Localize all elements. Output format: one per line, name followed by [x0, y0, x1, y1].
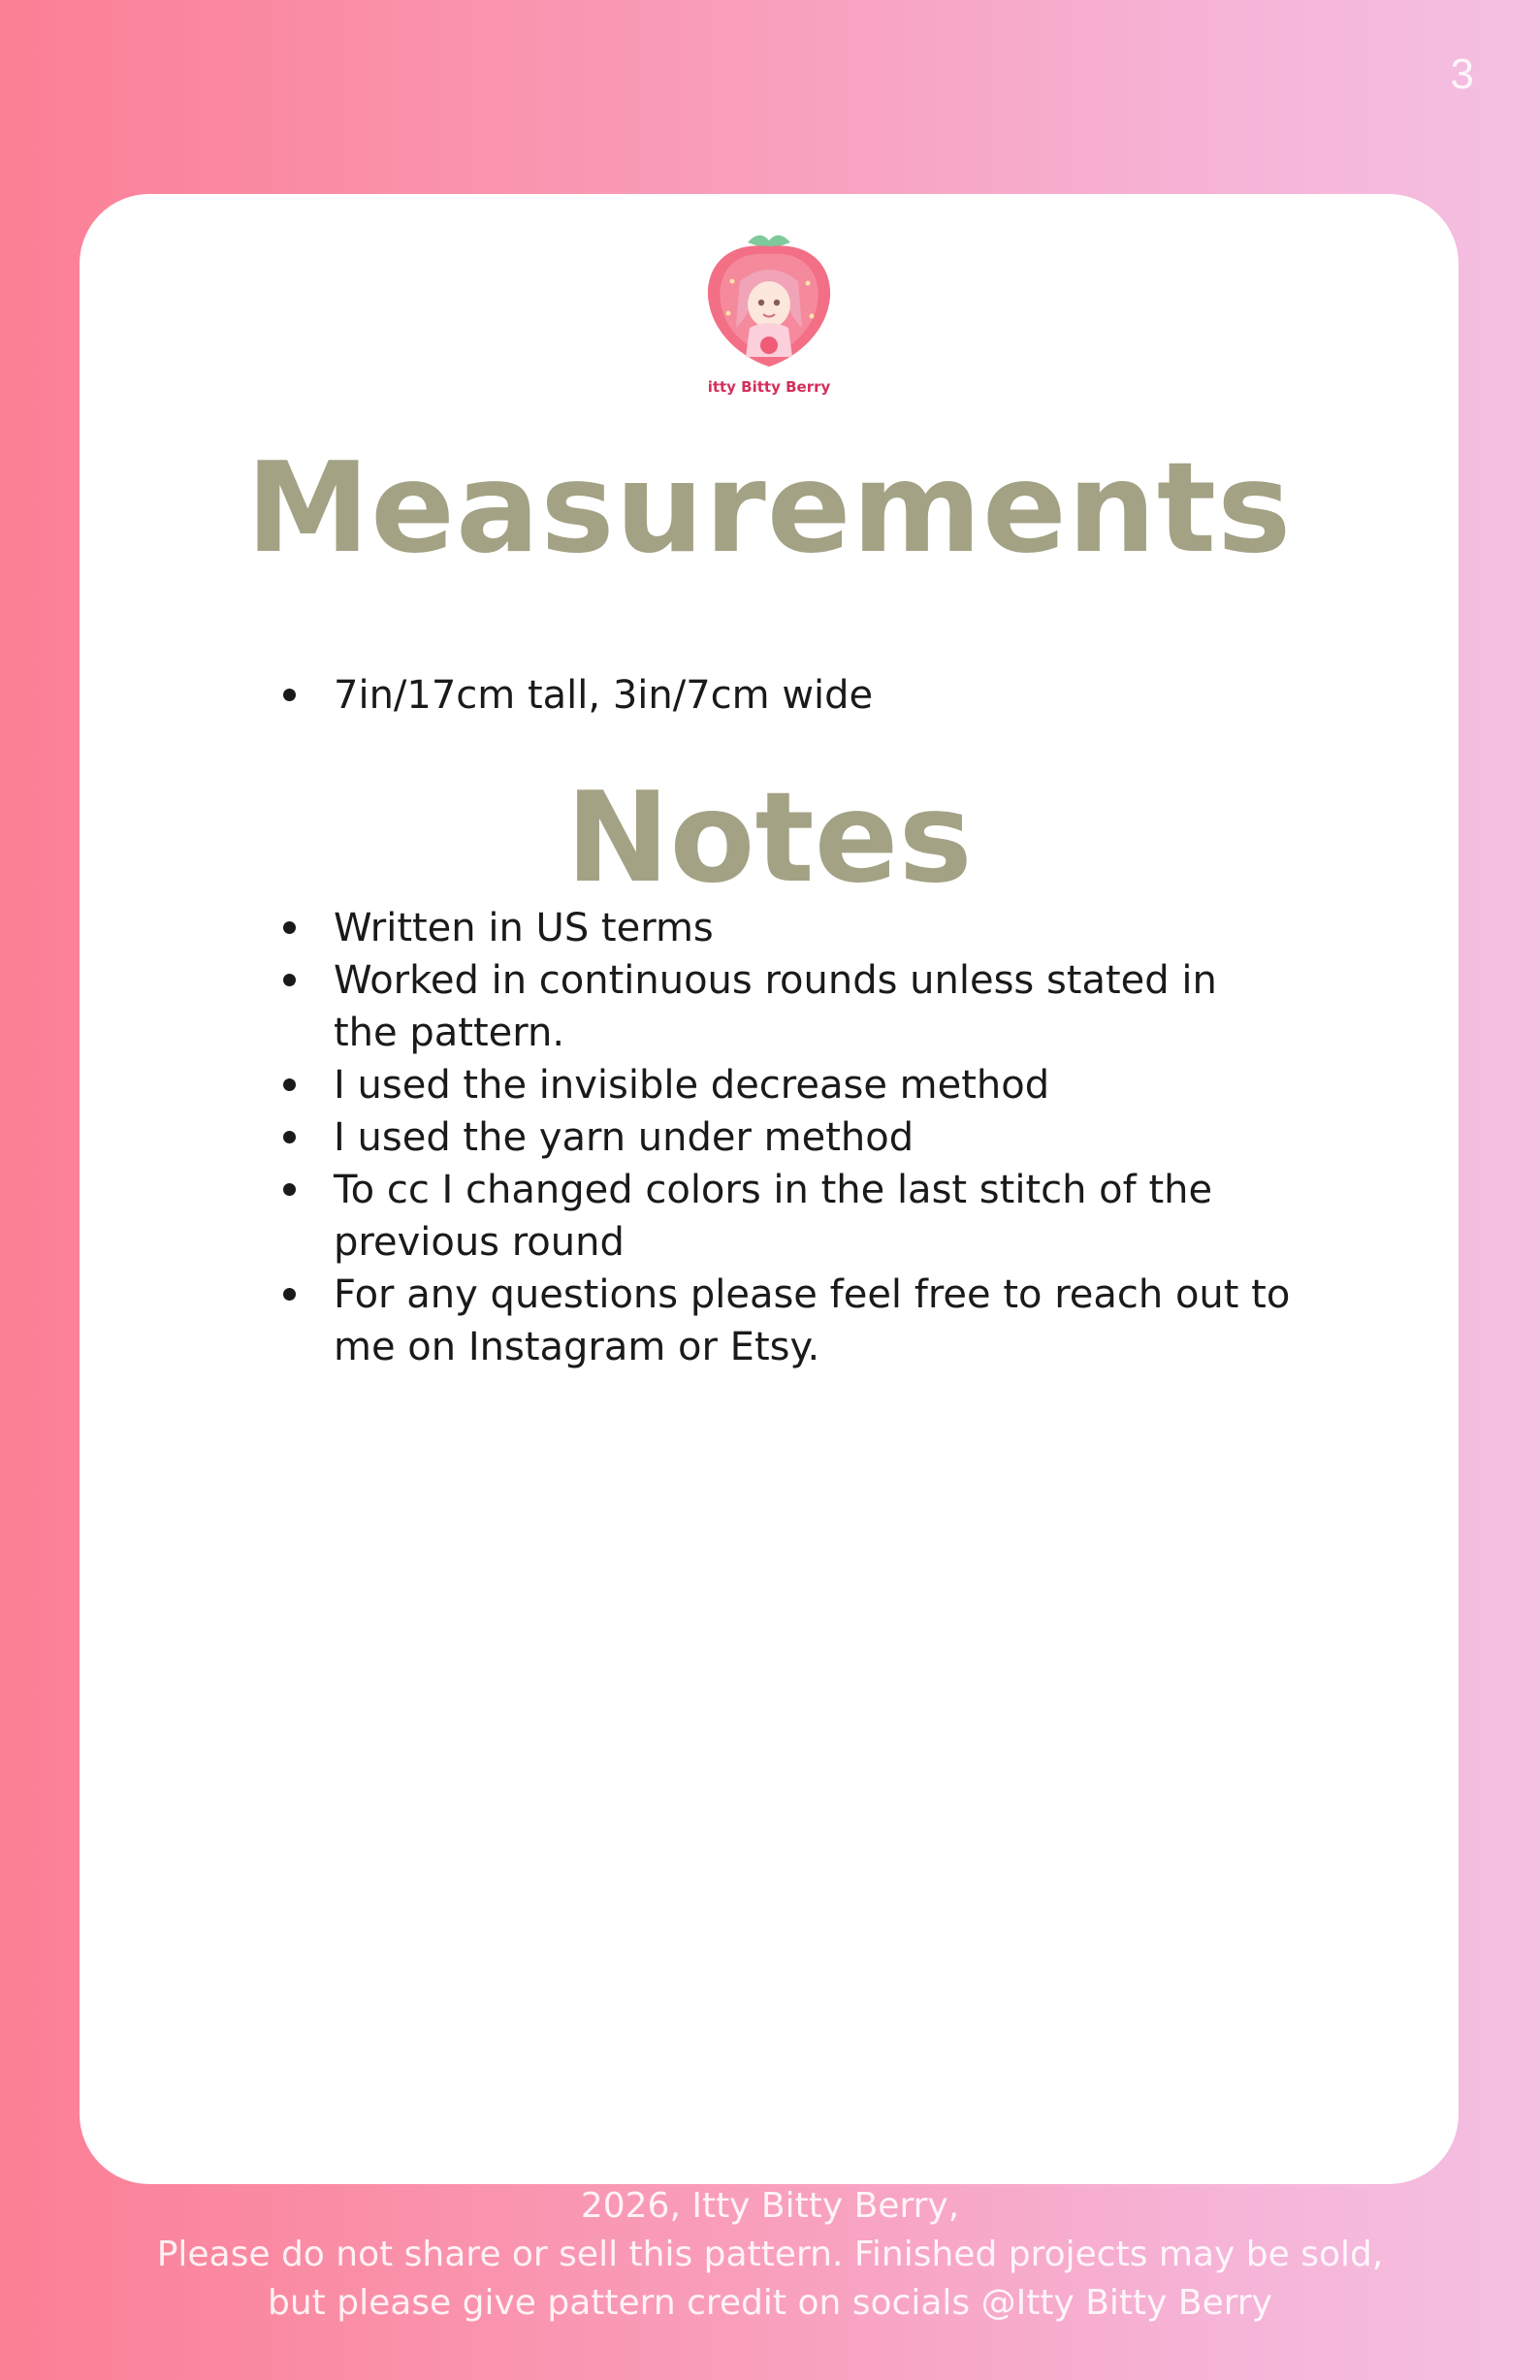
- footer-credit: but please give pattern credit on socials @Itty Bitty Berry: [268, 2283, 1272, 2323]
- content-card: [80, 194, 1459, 2184]
- note-item: Written in US terms: [273, 902, 1292, 954]
- footer-notice: Please do not share or sell this pattern. Finished projects may be sold,: [156, 2235, 1384, 2274]
- note-item: Worked in continuous rounds unless stated in the pattern.: [273, 954, 1292, 1059]
- bullet-icon: [283, 1288, 296, 1301]
- bullet-icon: [283, 974, 296, 986]
- footer-copyright: 2026, Itty Bitty Berry,: [580, 2186, 960, 2226]
- bullet-icon: [283, 1078, 296, 1091]
- measurement-item: 7in/17cm tall, 3in/7cm wide: [273, 669, 1340, 722]
- notes-list: [273, 902, 1292, 1373]
- strawberry-character-logo-icon: [672, 221, 866, 405]
- measurements-list: [273, 669, 1340, 722]
- footer: [0, 2182, 1540, 2328]
- bullet-icon: [283, 689, 296, 701]
- note-item: I used the invisible decrease method: [273, 1059, 1292, 1111]
- note-item: For any questions please feel free to reach out to me on Instagram or Etsy.: [273, 1269, 1292, 1373]
- bullet-icon: [283, 921, 296, 934]
- note-item: I used the yarn under method: [273, 1111, 1292, 1164]
- bullet-icon: [283, 1183, 296, 1196]
- note-item: To cc I changed colors in the last stitch of the previous round: [273, 1164, 1292, 1269]
- logo-text: itty Bitty Berry: [707, 378, 831, 396]
- page-number: 3: [1450, 50, 1474, 98]
- bullet-icon: [283, 1131, 296, 1143]
- notes-heading: Notes: [565, 766, 973, 911]
- logo: [672, 221, 866, 405]
- measurements-heading: Measurements: [245, 436, 1293, 581]
